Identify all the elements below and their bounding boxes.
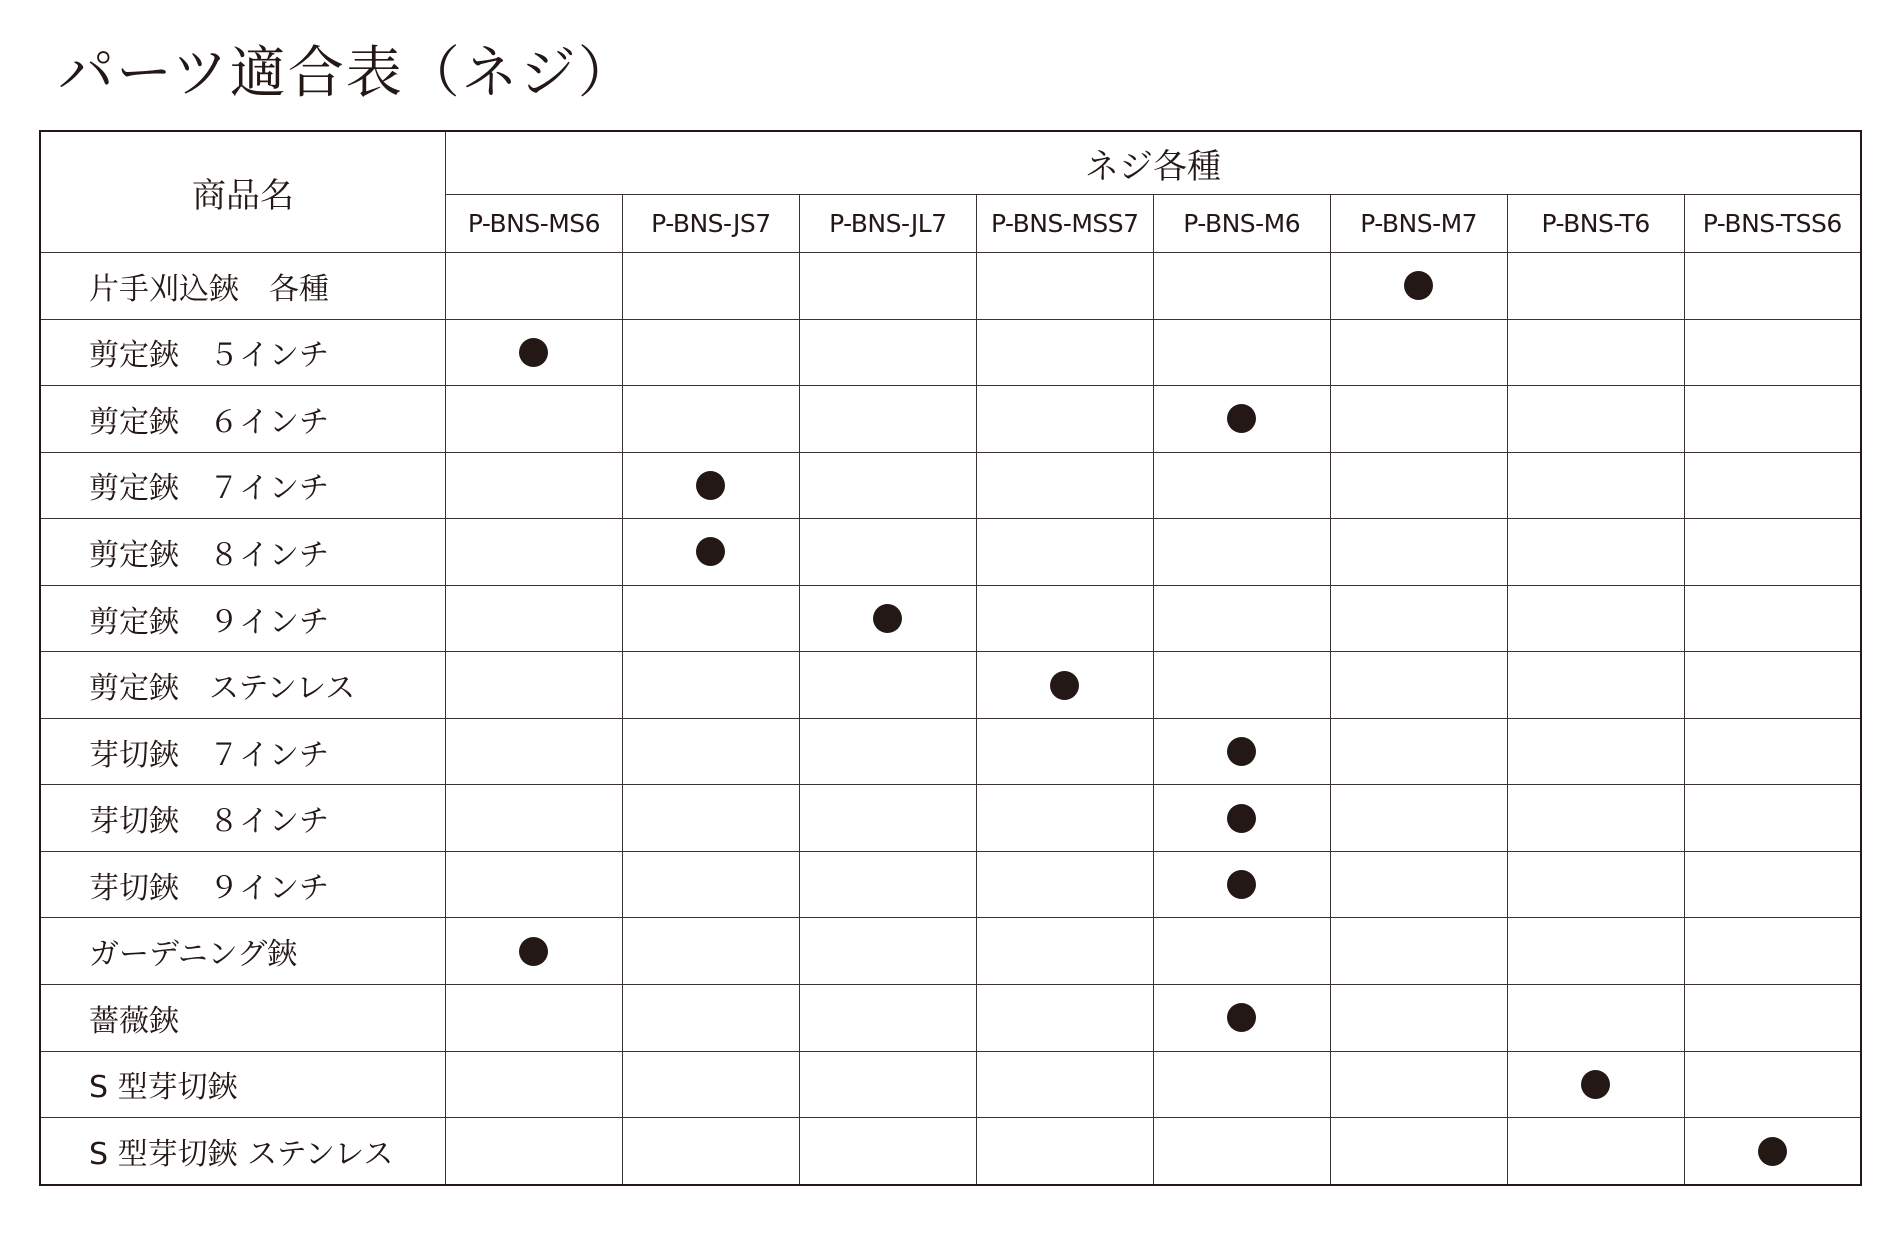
fit-cell [1507, 785, 1684, 852]
fit-cell [622, 985, 799, 1052]
fit-cell [1684, 1118, 1861, 1185]
fit-cell [1507, 851, 1684, 918]
fit-mark-dot [519, 338, 548, 367]
fit-mark-dot [1227, 737, 1256, 766]
table-row [40, 652, 1861, 719]
fit-cell [1507, 519, 1684, 586]
column-header-p-bns-mss7: P-BNS-MSS7 [976, 195, 1153, 253]
fit-cell [1684, 652, 1861, 719]
fit-cell [622, 718, 799, 785]
fit-cell [1330, 386, 1507, 453]
fit-cell [1330, 319, 1507, 386]
fit-mark-dot [1227, 404, 1256, 433]
fit-cell [976, 1051, 1153, 1118]
fit-cell [1330, 253, 1507, 320]
fit-cell [1684, 585, 1861, 652]
fit-cell [976, 851, 1153, 918]
fit-mark-dot [696, 471, 725, 500]
fit-cell [446, 785, 623, 852]
fit-cell [799, 985, 976, 1052]
fit-cell [622, 452, 799, 519]
product-name-cell: 芽切鋏 ７インチ [40, 718, 446, 785]
fit-cell [799, 785, 976, 852]
fit-cell [799, 1051, 976, 1118]
table-header-row [40, 131, 1861, 195]
fit-cell [622, 652, 799, 719]
fit-cell [446, 718, 623, 785]
fit-cell [1153, 985, 1330, 1052]
fit-cell [976, 519, 1153, 586]
fit-cell [1684, 718, 1861, 785]
fit-cell [1330, 585, 1507, 652]
fit-cell [1330, 519, 1507, 586]
fit-cell [446, 1118, 623, 1185]
fit-cell [446, 452, 623, 519]
fit-cell [1684, 918, 1861, 985]
fit-cell [976, 652, 1153, 719]
fit-cell [1684, 1051, 1861, 1118]
fit-cell [1684, 851, 1861, 918]
fit-cell [622, 918, 799, 985]
column-header-p-bns-tss6: P-BNS-TSS6 [1684, 195, 1861, 253]
fit-cell [622, 585, 799, 652]
fit-cell [1153, 1118, 1330, 1185]
table-row [40, 1051, 1861, 1118]
fit-cell [1507, 918, 1684, 985]
fit-cell [1507, 386, 1684, 453]
fit-cell [799, 918, 976, 985]
product-name-cell: S 型芽切鋏 ステンレス [40, 1118, 446, 1185]
table-row [40, 785, 1861, 852]
fit-cell [1330, 851, 1507, 918]
product-name-cell: 芽切鋏 ８インチ [40, 785, 446, 852]
product-name-cell: 剪定鋏 ６インチ [40, 386, 446, 453]
fit-cell [1507, 1051, 1684, 1118]
screw-types-header: ネジ各種 [446, 131, 1862, 195]
product-name-cell: S 型芽切鋏 [40, 1051, 446, 1118]
product-name-header: 商品名 [40, 131, 446, 253]
fit-cell [1684, 319, 1861, 386]
fit-cell [799, 851, 976, 918]
fit-cell [1330, 918, 1507, 985]
fit-cell [1153, 319, 1330, 386]
fit-cell [1330, 452, 1507, 519]
table-row [40, 319, 1861, 386]
table-row [40, 718, 1861, 785]
column-header-p-bns-m7: P-BNS-M7 [1330, 195, 1507, 253]
fit-cell [1153, 1051, 1330, 1118]
fit-mark-dot [519, 937, 548, 966]
table-row [40, 253, 1861, 320]
product-name-cell: 剪定鋏 ステンレス [40, 652, 446, 719]
table-row [40, 386, 1861, 453]
fit-cell [1507, 319, 1684, 386]
fit-cell [976, 585, 1153, 652]
fit-cell [446, 1051, 623, 1118]
column-header-p-bns-js7: P-BNS-JS7 [622, 195, 799, 253]
fit-mark-dot [1758, 1137, 1787, 1166]
table-row [40, 985, 1861, 1052]
fit-cell [1330, 985, 1507, 1052]
column-header-p-bns-t6: P-BNS-T6 [1507, 195, 1684, 253]
fit-cell [1684, 386, 1861, 453]
fit-mark-dot [1227, 804, 1256, 833]
fit-cell [446, 851, 623, 918]
fit-cell [1330, 1051, 1507, 1118]
fit-cell [1684, 452, 1861, 519]
fit-cell [1507, 1118, 1684, 1185]
fit-cell [446, 985, 623, 1052]
table-row [40, 519, 1861, 586]
fit-cell [1153, 452, 1330, 519]
fit-mark-dot [1404, 271, 1433, 300]
product-name-cell: 剪定鋏 ９インチ [40, 585, 446, 652]
product-name-cell: ガーデニング鋏 [40, 918, 446, 985]
fit-cell [446, 319, 623, 386]
fit-cell [1507, 985, 1684, 1052]
fit-cell [1507, 585, 1684, 652]
fit-cell [1684, 519, 1861, 586]
table-row [40, 851, 1861, 918]
fit-cell [446, 386, 623, 453]
product-name-cell: 剪定鋏 ５インチ [40, 319, 446, 386]
table-row [40, 585, 1861, 652]
fit-cell [622, 319, 799, 386]
parts-compatibility-table [39, 130, 1862, 1186]
fit-cell [622, 519, 799, 586]
table-row [40, 452, 1861, 519]
fit-cell [1153, 585, 1330, 652]
fit-cell [1684, 253, 1861, 320]
fit-cell [1684, 785, 1861, 852]
product-name-cell: 片手刈込鋏 各種 [40, 253, 446, 320]
fit-cell [1330, 785, 1507, 852]
fit-cell [1507, 652, 1684, 719]
fit-cell [446, 519, 623, 586]
fit-cell [976, 785, 1153, 852]
fit-mark-dot [873, 604, 902, 633]
fit-cell [976, 386, 1153, 453]
table-row [40, 918, 1861, 985]
fit-mark-dot [1227, 870, 1256, 899]
fit-cell [976, 718, 1153, 785]
fit-mark-dot [1050, 671, 1079, 700]
fit-mark-dot [1581, 1070, 1610, 1099]
fit-cell [799, 452, 976, 519]
page-title: パーツ適合表（ネジ） [58, 41, 636, 106]
fit-cell [446, 253, 623, 320]
fit-cell [1507, 718, 1684, 785]
fit-cell [1507, 253, 1684, 320]
fit-cell [799, 386, 976, 453]
fit-cell [1153, 918, 1330, 985]
fit-cell [976, 452, 1153, 519]
fit-cell [799, 253, 976, 320]
fit-cell [622, 253, 799, 320]
fit-cell [1153, 785, 1330, 852]
product-name-cell: 剪定鋏 ７インチ [40, 452, 446, 519]
fit-cell [446, 585, 623, 652]
table-row [40, 1118, 1861, 1185]
fit-cell [622, 386, 799, 453]
fit-mark-dot [696, 537, 725, 566]
fit-cell [976, 918, 1153, 985]
product-name-cell: 剪定鋏 ８インチ [40, 519, 446, 586]
fit-cell [622, 851, 799, 918]
fit-cell [1153, 652, 1330, 719]
product-name-cell: 芽切鋏 ９インチ [40, 851, 446, 918]
fit-cell [1684, 985, 1861, 1052]
fit-cell [799, 652, 976, 719]
product-name-cell: 薔薇鋏 [40, 985, 446, 1052]
fit-cell [1153, 386, 1330, 453]
fit-cell [976, 985, 1153, 1052]
fit-cell [446, 652, 623, 719]
fit-cell [1330, 718, 1507, 785]
fit-mark-dot [1227, 1003, 1256, 1032]
fit-cell [1330, 1118, 1507, 1185]
column-header-p-bns-m6: P-BNS-M6 [1153, 195, 1330, 253]
fit-cell [799, 319, 976, 386]
fit-cell [622, 785, 799, 852]
column-header-p-bns-ms6: P-BNS-MS6 [446, 195, 623, 253]
fit-cell [1153, 851, 1330, 918]
fit-cell [799, 1118, 976, 1185]
column-header-p-bns-jl7: P-BNS-JL7 [799, 195, 976, 253]
fit-cell [1153, 519, 1330, 586]
fit-cell [799, 718, 976, 785]
fit-cell [622, 1118, 799, 1185]
fit-cell [1507, 452, 1684, 519]
fit-cell [799, 519, 976, 586]
fit-cell [799, 585, 976, 652]
fit-cell [1153, 718, 1330, 785]
fit-cell [446, 918, 623, 985]
fit-cell [976, 1118, 1153, 1185]
table-body [40, 253, 1861, 1186]
fit-cell [1330, 652, 1507, 719]
fit-cell [1153, 253, 1330, 320]
fit-cell [976, 319, 1153, 386]
fit-cell [622, 1051, 799, 1118]
fit-cell [976, 253, 1153, 320]
